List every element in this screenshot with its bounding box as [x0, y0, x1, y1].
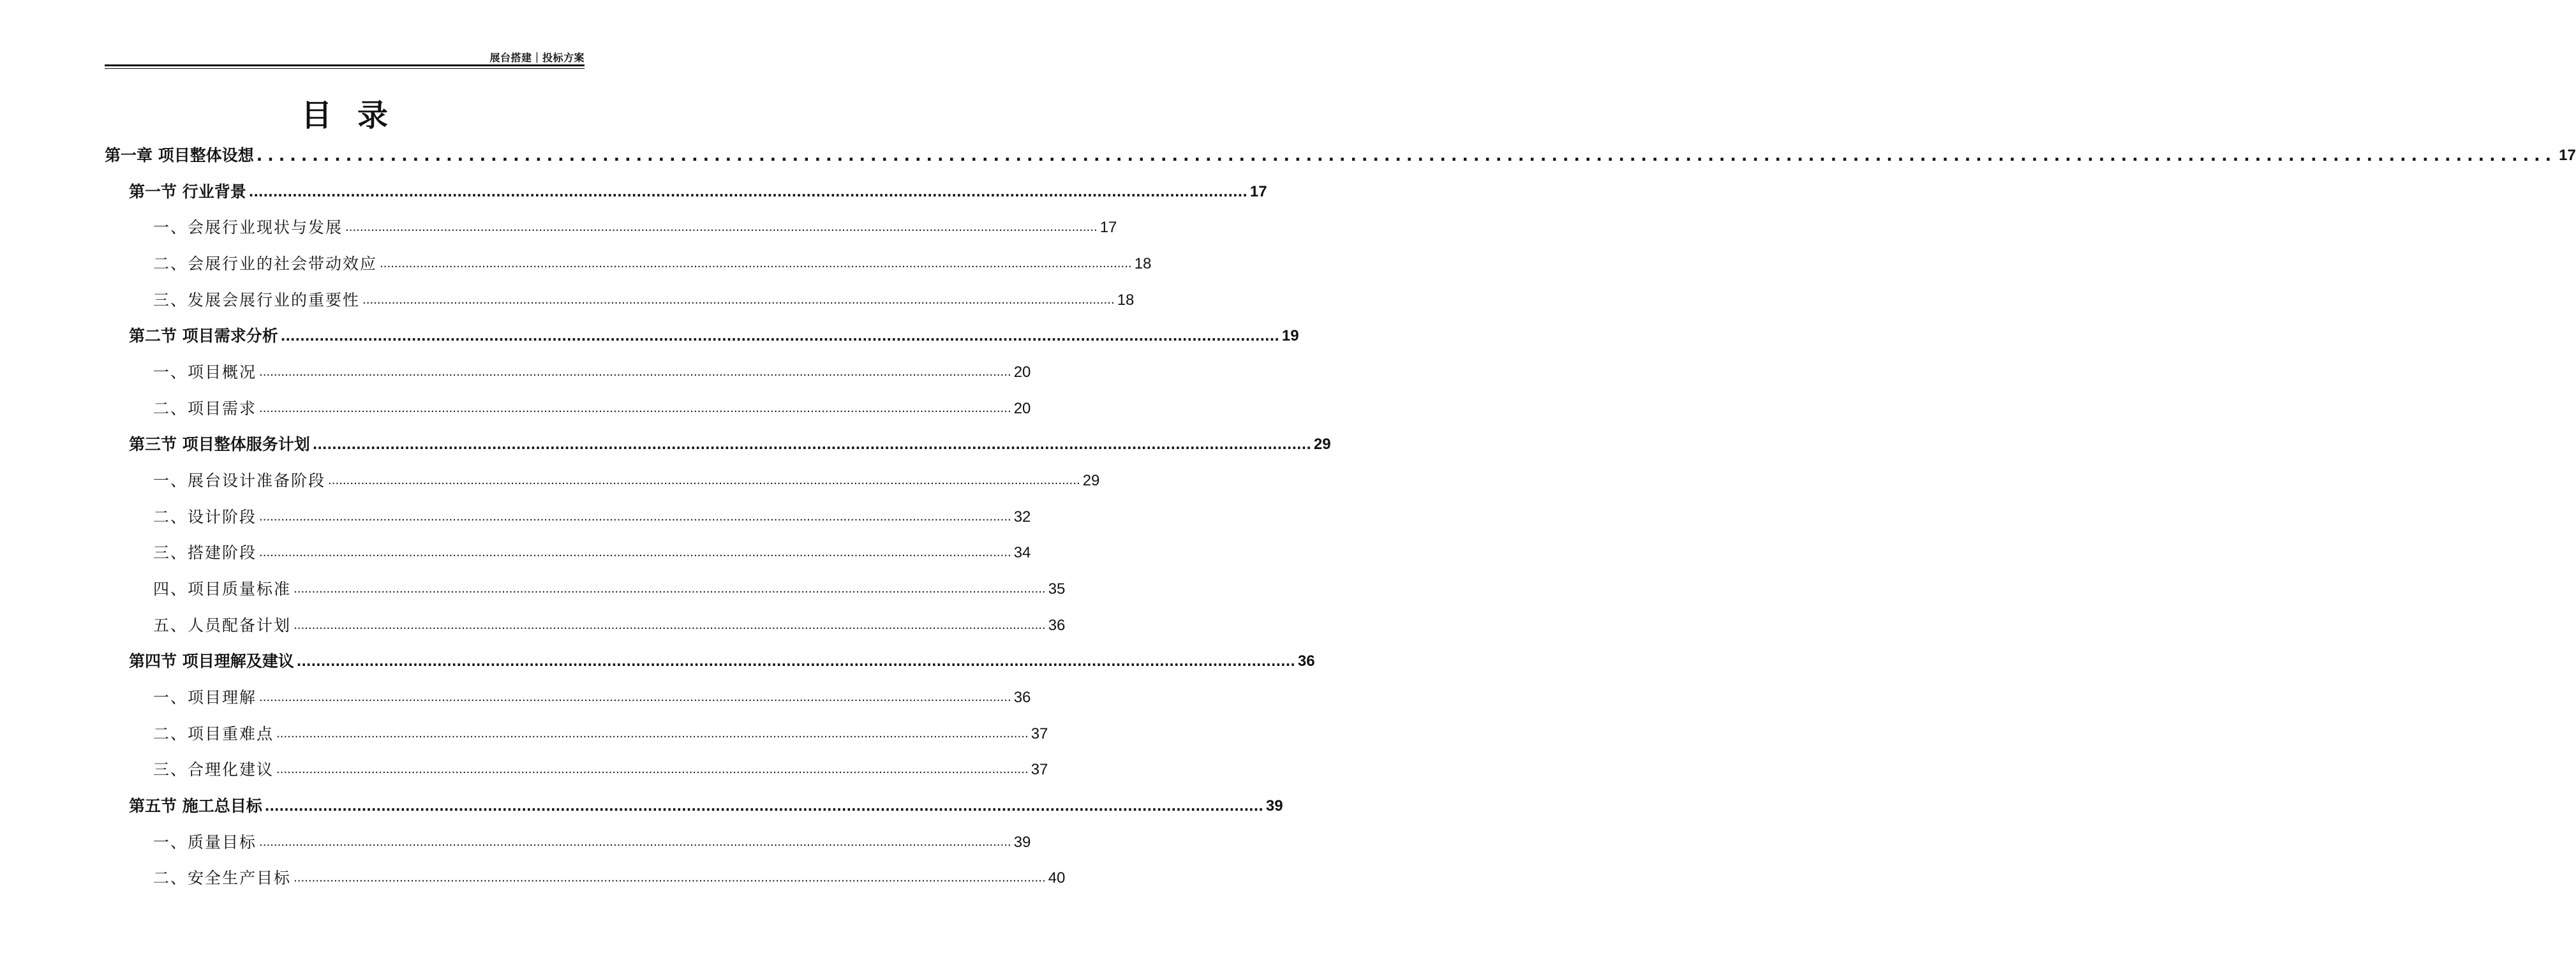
toc-leader: ..............................................................................................................................................................................................................: [259, 510, 1011, 524]
toc-entry-text: 二、项目重难点: [153, 725, 274, 743]
toc-leader: ..............................................................................................................................................................................................................: [294, 871, 1046, 885]
toc-leader: ..............................................................................................................................................................................................................: [296, 654, 1295, 669]
toc-entry-item[interactable]: [153, 866, 1066, 891]
toc-leader: ..............................................................................................................................................................................................................: [276, 763, 1029, 776]
toc-entry-page: 20: [1013, 364, 1031, 381]
toc-entry-page: 18: [1117, 291, 1135, 309]
toc-entry-page: 40: [1048, 869, 1066, 887]
toc-entry-text: 三、发展会展行业的重要性: [153, 291, 361, 309]
toc-leader: ..............................................................................................................................................................................................................: [259, 365, 1011, 379]
toc-entry-item[interactable]: [153, 757, 1048, 783]
header-rule-thick: [105, 64, 584, 66]
toc-entry-item[interactable]: [153, 685, 1031, 711]
toc-leader: ..............................................................................................................................................................................................................: [328, 474, 1080, 487]
toc-entry-page: 18: [1134, 255, 1152, 272]
toc-entry-item[interactable]: [153, 540, 1031, 566]
toc-leader: ..............................................................................................................................................................................................................: [264, 799, 1263, 814]
toc-entry-page: 19: [1281, 327, 1299, 344]
toc-leader: ..............................................................................................................................................................................................................: [280, 328, 1279, 344]
toc-entry-page: 34: [1013, 544, 1031, 561]
toc-entry-text: 一、质量目标: [153, 833, 257, 852]
toc-entry-page: 29: [1082, 472, 1100, 489]
toc-leader: ..............................................................................................................................................................................................................: [248, 184, 1247, 200]
toc-entry-page: 20: [1013, 400, 1031, 417]
toc-entry-text: 一、展台设计准备阶段: [153, 471, 326, 490]
toc-entry-text: 三、搭建阶段: [153, 543, 257, 562]
toc-entry-text: 二、项目需求: [153, 399, 257, 418]
toc-entry-text: 五、人员配备计划: [153, 616, 292, 635]
toc-entry-text: 一、项目理解: [153, 688, 257, 707]
toc-entry-text: 第四节 项目理解及建议: [129, 652, 294, 670]
toc-entry-item[interactable]: [153, 215, 1117, 240]
toc-leader: ..............................................................................................................................................................................................................: [312, 437, 1311, 452]
toc-entry-section[interactable]: [129, 323, 1299, 349]
toc-leader: ..............................................................................................................................................................................................................: [259, 836, 1011, 849]
toc-entry-page: 39: [1265, 797, 1283, 815]
toc-entry-page: 29: [1313, 436, 1331, 453]
toc-entry-page: 35: [1048, 580, 1066, 598]
toc-entry-section[interactable]: [129, 432, 1331, 457]
toc-entry-page: 32: [1013, 508, 1031, 526]
toc-entry-item[interactable]: [153, 721, 1048, 747]
toc-entry-page: 36: [1013, 689, 1031, 706]
toc-entry-chapter-1[interactable]: [105, 143, 2576, 168]
toc-entry-page: 17: [2559, 147, 2576, 164]
toc-leader: ..............................................................................................................................................................................................................: [345, 221, 1098, 234]
toc-entry-page: 37: [1031, 725, 1048, 742]
toc-entry-text: 二、会展行业的社会带动效应: [153, 255, 378, 273]
toc-entry-item[interactable]: [153, 830, 1031, 855]
toc-entry-text: 四、项目质量标准: [153, 580, 292, 598]
toc-entry-text: 第一节 行业背景: [129, 182, 246, 201]
toc-leader: ..............................................................................................................................................................................................................: [259, 546, 1011, 559]
toc-entry-item[interactable]: [153, 468, 1100, 494]
toc-entry-text: 三、合理化建议: [153, 760, 274, 779]
toc-leader: ..............................................................................................................................................................................................................: [276, 727, 1029, 741]
page-title: 目录: [301, 98, 413, 133]
header-rule-thin: [105, 68, 584, 69]
toc-entry-item[interactable]: [153, 577, 1066, 602]
toc-entry-item[interactable]: [153, 360, 1031, 385]
toc-entry-page: 39: [1013, 834, 1031, 851]
toc-entry-item[interactable]: [153, 251, 1152, 277]
toc-entry-page: 36: [1297, 653, 1315, 670]
toc-entry-section[interactable]: [129, 179, 1267, 205]
toc-entry-page: 36: [1048, 617, 1066, 634]
toc-leader: ..............................................................................................................................................................................................................: [380, 257, 1132, 270]
toc-leader: ..............................................................................................................................................................................................................: [294, 582, 1046, 596]
toc-entry-text: 一、会展行业现状与发展: [153, 218, 343, 237]
toc-entry-item[interactable]: [153, 396, 1031, 422]
toc-entry-item[interactable]: [153, 288, 1135, 313]
toc-leader: ..............................................................................................................................................................................................................: [259, 691, 1011, 704]
toc-entry-text: 二、安全生产目标: [153, 869, 292, 887]
toc-entry-text: 二、设计阶段: [153, 508, 257, 526]
toc-entry-text: 第一章 项目整体设想: [105, 146, 254, 165]
toc-entry-text: 一、项目概况: [153, 363, 257, 381]
toc-leader: ..............................................................................................................................................................................................................: [294, 619, 1046, 632]
toc-leader: ..............................................................................................................................................................................................................: [259, 402, 1011, 415]
toc-entry-text: 第二节 项目需求分析: [129, 327, 278, 345]
header-label: 展台搭建｜投标方案: [489, 52, 584, 64]
toc-leader: ..............................................................................................................................................................................................................: [362, 293, 1115, 307]
toc-entry-item[interactable]: [153, 613, 1066, 638]
toc-entry-page: 17: [1249, 183, 1267, 200]
toc-entry-section[interactable]: [129, 793, 1283, 819]
toc-leader: ..............................................................................................................................................................................................................: [256, 146, 2557, 165]
toc-entry-section[interactable]: [129, 649, 1315, 674]
toc-entry-text: 第三节 项目整体服务计划: [129, 435, 310, 454]
toc-entry-page: 17: [1099, 219, 1117, 236]
toc-entry-text: 第五节 施工总目标: [129, 797, 262, 815]
toc-entry-page: 37: [1031, 761, 1048, 778]
toc-entry-item[interactable]: [153, 505, 1031, 530]
